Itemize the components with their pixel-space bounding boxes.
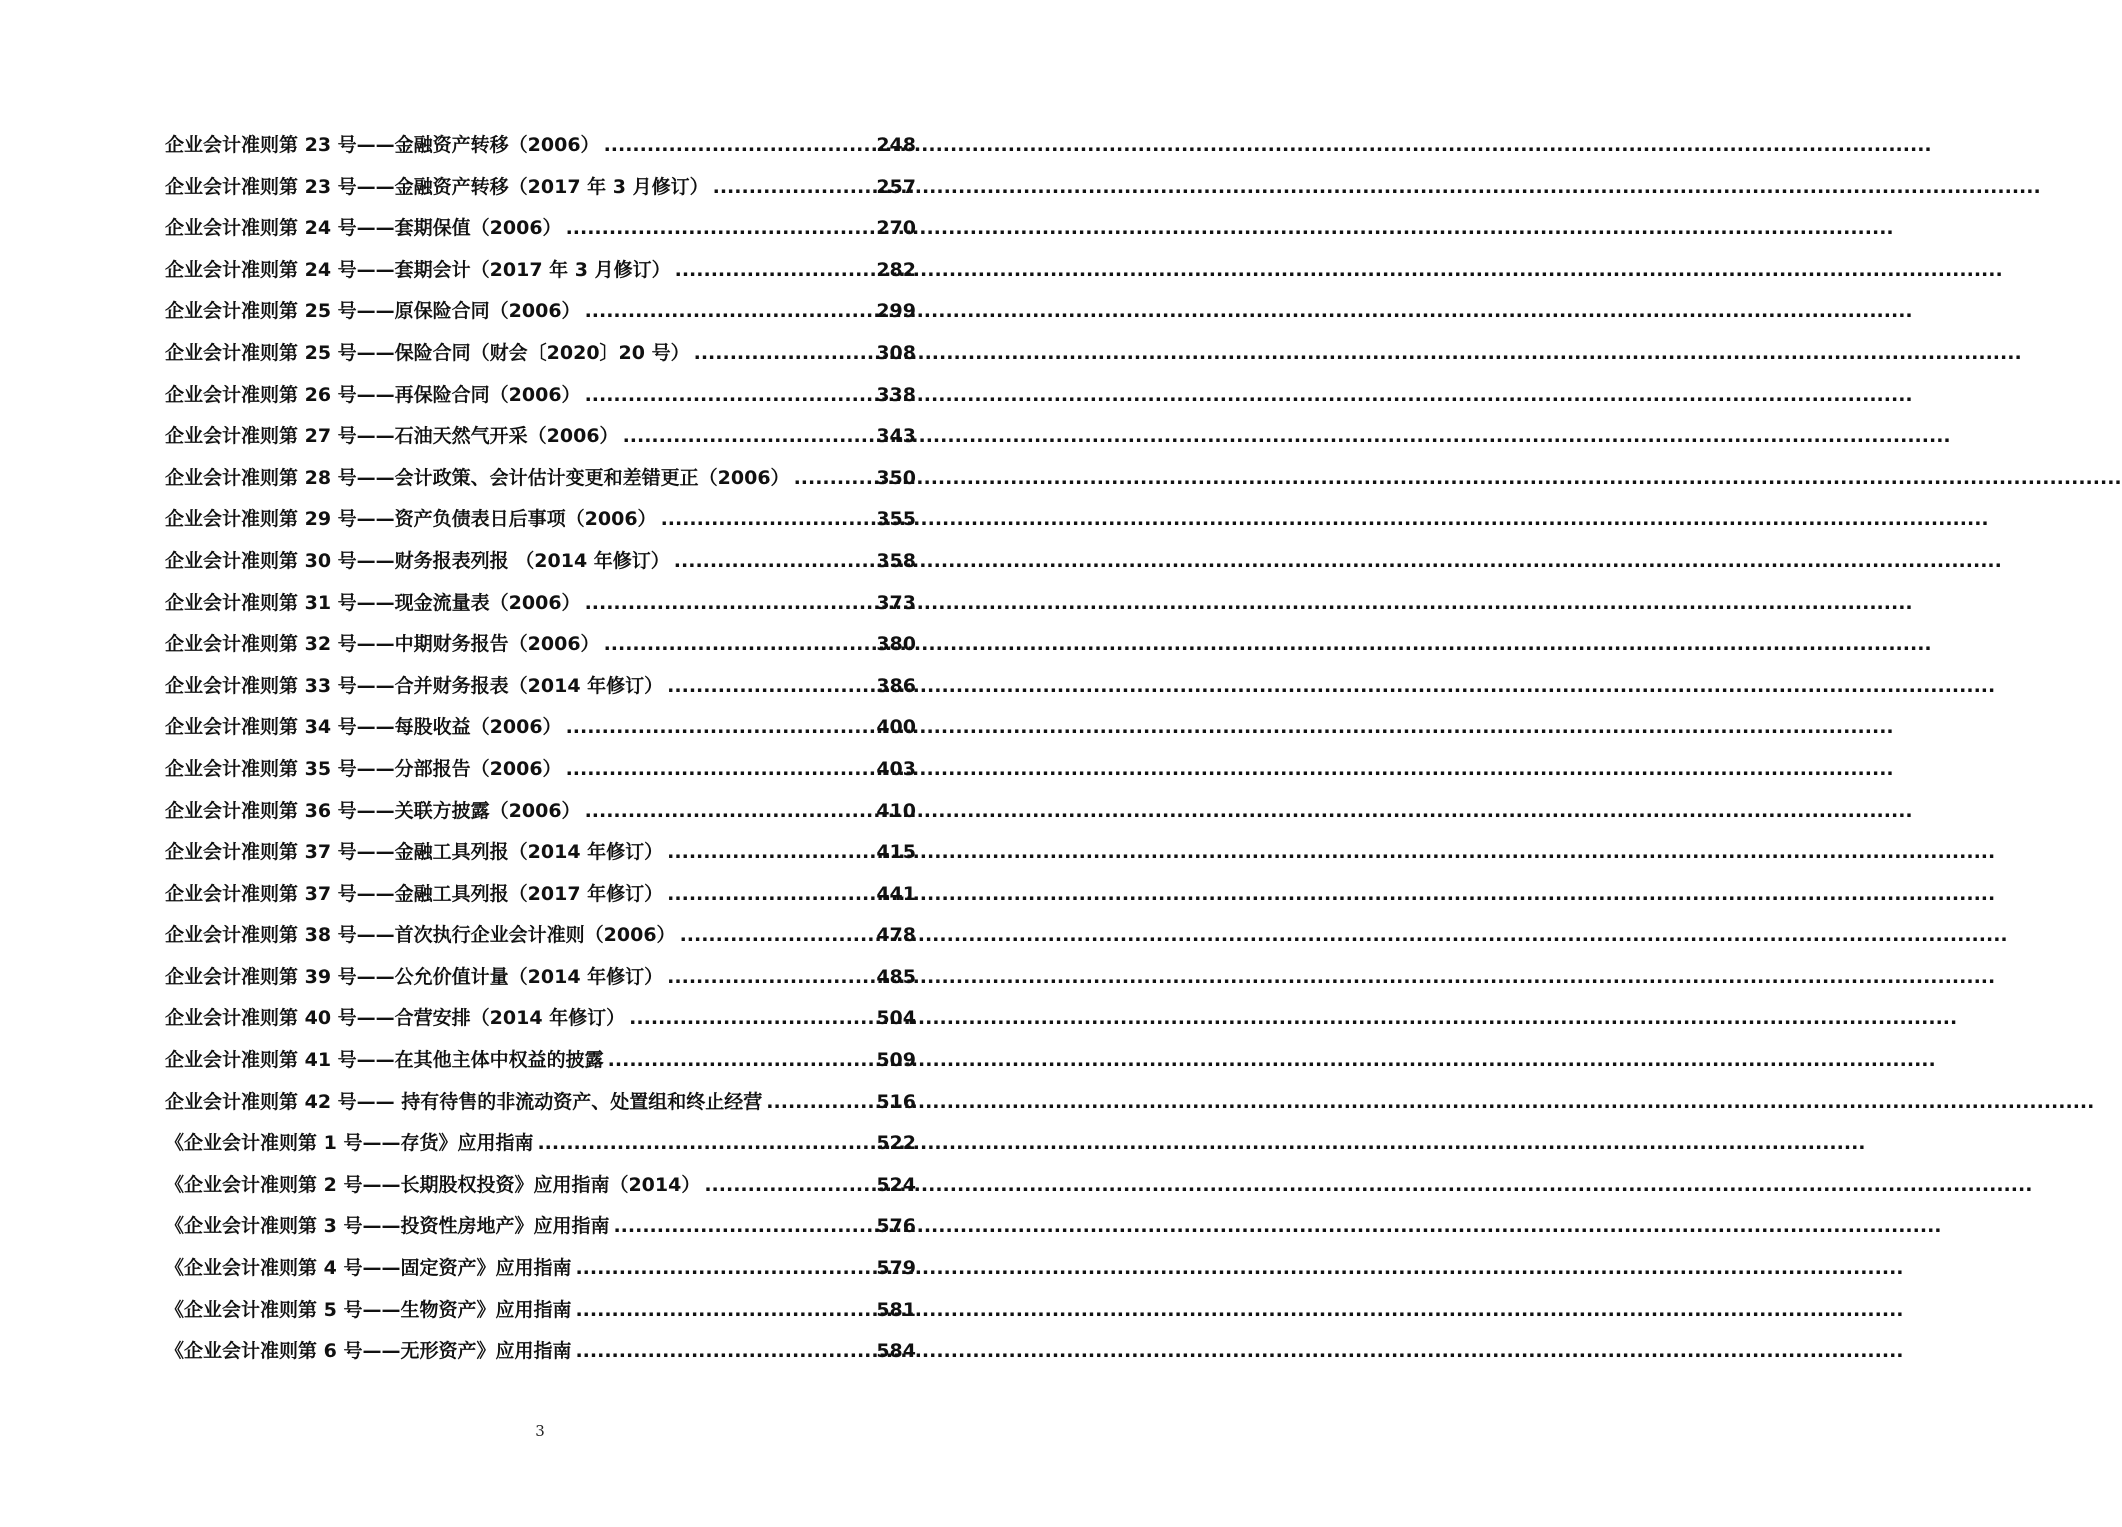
toc-entry[interactable] bbox=[165, 1331, 916, 1373]
toc-entry-title: 企业会计准则第 38 号——首次执行企业会计准则（2006） bbox=[165, 924, 676, 947]
toc-entry[interactable] bbox=[165, 998, 916, 1040]
toc-dot-leader bbox=[680, 915, 875, 957]
toc-entry-title: 企业会计准则第 36 号——关联方披露（2006） bbox=[165, 799, 581, 822]
toc-entry-title: 企业会计准则第 26 号——再保险合同（2006） bbox=[165, 383, 581, 406]
toc-entry[interactable] bbox=[165, 416, 916, 458]
toc-entry[interactable] bbox=[165, 749, 916, 791]
toc-entry[interactable] bbox=[165, 125, 916, 167]
toc-entry-title: 企业会计准则第 39 号——公允价值计量（2014 年修订） bbox=[165, 965, 664, 988]
toc-entry[interactable] bbox=[165, 1290, 916, 1332]
toc-entry[interactable] bbox=[165, 458, 916, 500]
toc-entry-title: 企业会计准则第 23 号——金融资产转移（2006） bbox=[165, 134, 600, 156]
toc-entry[interactable] bbox=[165, 1082, 916, 1124]
toc-entry-page: 504 bbox=[876, 1007, 916, 1030]
toc-entry-page: 248 bbox=[876, 134, 916, 156]
toc-dot-leader bbox=[623, 416, 875, 458]
toc-entry-title: 企业会计准则第 30 号——财务报表列报 （2014 年修订） bbox=[165, 549, 670, 572]
toc-entry-page: 584 bbox=[876, 1340, 916, 1363]
toc-entry-title: 企业会计准则第 33 号——合并财务报表（2014 年修订） bbox=[165, 674, 664, 697]
toc-entry-page: 415 bbox=[876, 841, 916, 864]
toc-dot-leader bbox=[713, 167, 875, 209]
toc-entry-title: 企业会计准则第 34 号——每股收益（2006） bbox=[165, 716, 562, 739]
toc-entry[interactable] bbox=[165, 333, 916, 375]
toc-dot-leader bbox=[585, 791, 875, 833]
toc-dot-leader bbox=[766, 1082, 874, 1124]
toc-entry-page: 403 bbox=[876, 757, 916, 780]
toc-entry-title: 《企业会计准则第 2 号——长期股权投资》应用指南（2014） bbox=[165, 1173, 701, 1196]
table-of-contents bbox=[165, 125, 916, 1373]
toc-entry-page: 308 bbox=[876, 341, 916, 364]
toc-entry-page: 579 bbox=[876, 1257, 916, 1280]
toc-entry-page: 576 bbox=[876, 1215, 916, 1238]
toc-entry-page: 355 bbox=[876, 508, 916, 531]
toc-entry[interactable] bbox=[165, 208, 916, 250]
toc-dot-leader bbox=[667, 832, 874, 874]
toc-dot-leader bbox=[585, 375, 875, 417]
toc-entry-page: 358 bbox=[876, 549, 916, 572]
toc-dot-leader bbox=[537, 1123, 874, 1165]
toc-entry-page: 338 bbox=[876, 383, 916, 406]
toc-entry-title: 企业会计准则第 37 号——金融工具列报（2014 年修订） bbox=[165, 841, 664, 864]
toc-entry-title: 企业会计准则第 35 号——分部报告（2006） bbox=[165, 757, 562, 780]
toc-entry[interactable] bbox=[165, 250, 916, 292]
toc-entry-page: 485 bbox=[876, 965, 916, 988]
toc-entry-title: 企业会计准则第 24 号——套期保值（2006） bbox=[165, 217, 562, 240]
toc-entry-page: 441 bbox=[876, 882, 916, 905]
toc-entry-page: 410 bbox=[876, 799, 916, 822]
toc-dot-leader bbox=[575, 1331, 874, 1373]
toc-entry-page: 522 bbox=[876, 1132, 916, 1155]
toc-dot-leader bbox=[629, 998, 874, 1040]
toc-entry-page: 386 bbox=[876, 674, 916, 697]
toc-dot-leader bbox=[608, 1040, 875, 1082]
toc-dot-leader bbox=[575, 1248, 874, 1290]
toc-dot-leader bbox=[604, 624, 875, 666]
toc-entry[interactable] bbox=[165, 1123, 916, 1165]
toc-entry-page: 343 bbox=[876, 425, 916, 448]
toc-entry-title: 企业会计准则第 41 号——在其他主体中权益的披露 bbox=[165, 1049, 604, 1072]
toc-entry-title: 企业会计准则第 25 号——原保险合同（2006） bbox=[165, 300, 581, 323]
toc-entry[interactable] bbox=[165, 707, 916, 749]
toc-dot-leader bbox=[674, 541, 875, 583]
toc-dot-leader bbox=[566, 749, 875, 791]
toc-entry-page: 373 bbox=[876, 591, 916, 614]
toc-entry[interactable] bbox=[165, 874, 916, 916]
toc-entry-page: 282 bbox=[876, 258, 916, 281]
toc-entry-page: 350 bbox=[876, 466, 916, 489]
toc-entry[interactable] bbox=[165, 957, 916, 999]
toc-entry-page: 509 bbox=[876, 1049, 916, 1072]
toc-entry[interactable] bbox=[165, 375, 916, 417]
toc-dot-leader bbox=[585, 291, 875, 333]
toc-entry-title: 《企业会计准则第 5 号——生物资产》应用指南 bbox=[165, 1298, 572, 1321]
toc-dot-leader bbox=[604, 125, 875, 167]
toc-entry-title: 企业会计准则第 27 号——石油天然气开采（2006） bbox=[165, 425, 619, 448]
toc-entry[interactable] bbox=[165, 499, 916, 541]
toc-entry-title: 企业会计准则第 23 号——金融资产转移（2017 年 3 月修订） bbox=[165, 175, 709, 198]
toc-entry-title: 企业会计准则第 37 号——金融工具列报（2017 年修订） bbox=[165, 882, 664, 905]
toc-dot-leader bbox=[575, 1290, 874, 1332]
toc-entry-page: 380 bbox=[876, 633, 916, 656]
toc-dot-leader bbox=[613, 1206, 874, 1248]
toc-entry[interactable] bbox=[165, 915, 916, 957]
toc-entry[interactable] bbox=[165, 1248, 916, 1290]
toc-entry-title: 企业会计准则第 31 号——现金流量表（2006） bbox=[165, 591, 581, 614]
toc-entry[interactable] bbox=[165, 167, 916, 209]
toc-entry-page: 270 bbox=[876, 217, 916, 240]
toc-entry[interactable] bbox=[165, 1165, 916, 1207]
toc-entry-title: 企业会计准则第 40 号——合营安排（2014 年修订） bbox=[165, 1007, 626, 1030]
toc-entry-title: 企业会计准则第 32 号——中期财务报告（2006） bbox=[165, 633, 600, 656]
toc-dot-leader bbox=[566, 707, 875, 749]
toc-entry[interactable] bbox=[165, 666, 916, 708]
toc-entry-title: 《企业会计准则第 4 号——固定资产》应用指南 bbox=[165, 1257, 572, 1280]
toc-entry-page: 524 bbox=[876, 1173, 916, 1196]
toc-dot-leader bbox=[694, 333, 875, 375]
toc-entry-title: 《企业会计准则第 1 号——存货》应用指南 bbox=[165, 1132, 534, 1155]
toc-dot-leader bbox=[585, 583, 875, 625]
toc-dot-leader bbox=[794, 458, 875, 500]
toc-entry[interactable] bbox=[165, 832, 916, 874]
toc-entry-page: 257 bbox=[876, 175, 916, 198]
toc-entry[interactable] bbox=[165, 1040, 916, 1082]
toc-entry-title: 企业会计准则第 24 号——套期会计（2017 年 3 月修订） bbox=[165, 258, 671, 281]
toc-entry[interactable] bbox=[165, 1206, 916, 1248]
toc-entry-title: 企业会计准则第 28 号——会计政策、会计估计变更和差错更正（2006） bbox=[165, 466, 790, 489]
toc-entry-page: 299 bbox=[876, 300, 916, 323]
toc-entry[interactable] bbox=[165, 291, 916, 333]
toc-entry-page: 400 bbox=[876, 716, 916, 739]
toc-dot-leader bbox=[661, 499, 875, 541]
toc-entry-title: 《企业会计准则第 6 号——无形资产》应用指南 bbox=[165, 1340, 572, 1363]
toc-dot-leader bbox=[566, 208, 875, 250]
toc-dot-leader bbox=[667, 666, 874, 708]
toc-entry[interactable] bbox=[165, 541, 916, 583]
toc-entry-title: 企业会计准则第 25 号——保险合同（财会〔2020〕20 号） bbox=[165, 341, 690, 364]
toc-entry-title: 企业会计准则第 29 号——资产负债表日后事项（2006） bbox=[165, 508, 657, 531]
toc-dot-leader bbox=[675, 250, 875, 292]
toc-entry-title: 《企业会计准则第 3 号——投资性房地产》应用指南 bbox=[165, 1215, 610, 1238]
toc-entry-page: 478 bbox=[876, 924, 916, 947]
toc-dot-leader bbox=[667, 874, 874, 916]
page-number: 3 bbox=[535, 1422, 545, 1440]
toc-dot-leader bbox=[704, 1165, 874, 1207]
toc-dot-leader bbox=[667, 957, 874, 999]
toc-entry-page: 516 bbox=[876, 1090, 916, 1113]
toc-entry-page: 581 bbox=[876, 1298, 916, 1321]
toc-entry-title: 企业会计准则第 42 号—— 持有待售的非流动资产、处置组和终止经营 bbox=[165, 1090, 763, 1113]
toc-entry[interactable] bbox=[165, 791, 916, 833]
toc-entry[interactable] bbox=[165, 583, 916, 625]
toc-entry[interactable] bbox=[165, 624, 916, 666]
